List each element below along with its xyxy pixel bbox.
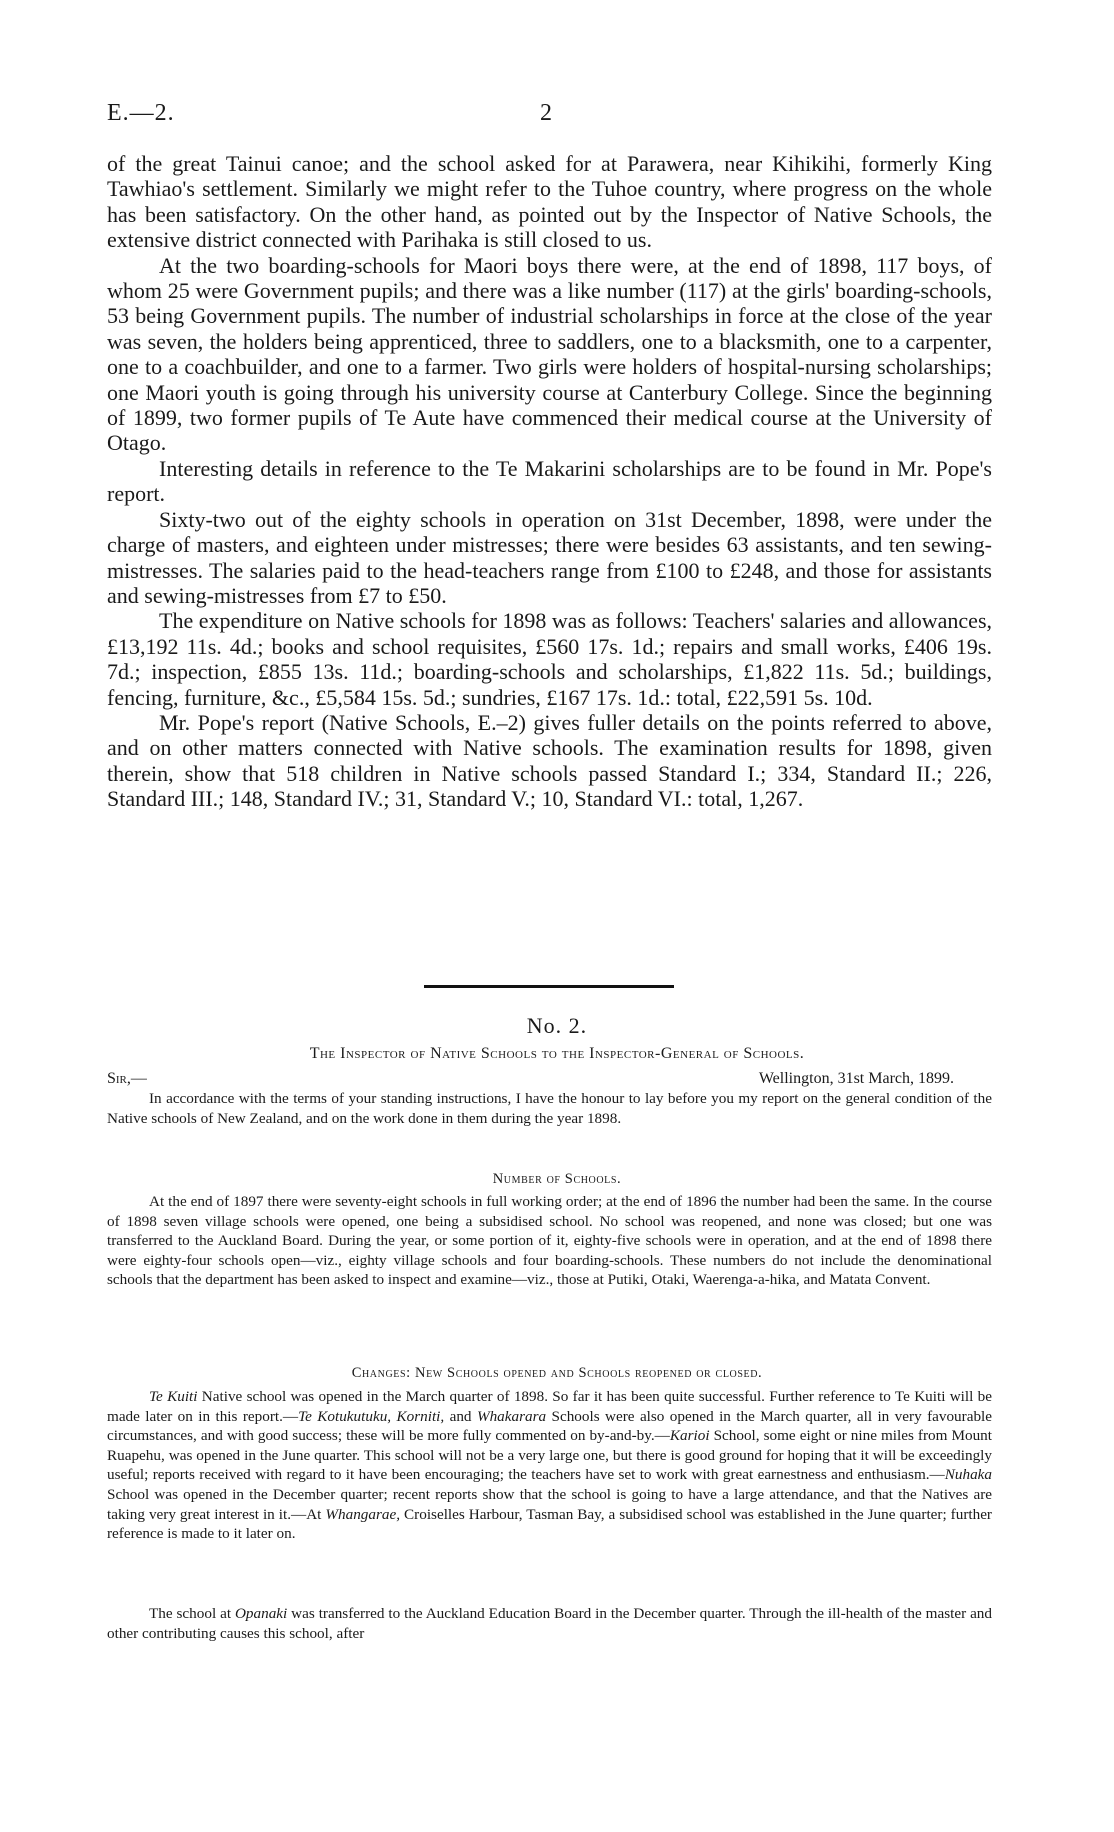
heading-number-of-schools: Number of Schools. [492, 1171, 622, 1187]
text-run: and [444, 1407, 477, 1425]
report-opening [107, 1089, 992, 1128]
section-divider [424, 985, 674, 988]
salutation: Sir,— [107, 1070, 147, 1087]
school-name-karioi: Karioi [669, 1427, 710, 1445]
text-run: The school at [149, 1605, 235, 1622]
paragraph-new-schools [107, 1387, 992, 1544]
text-run: Croiselles Harbour, Tasman Bay, a subsidised school was established in the June quarter; further reference is made to it later on. [107, 1505, 992, 1543]
section-number-of-schools [107, 1192, 992, 1290]
section-changes [107, 1387, 992, 1544]
paragraph-opanaki [107, 1604, 992, 1643]
paragraph-number-of-schools: At the end of 1897 there were seventy-eight schools in full working order; at the end of 1896 the number had been the same. In the course of 1898 seven village schools were opened, one being a subsidised school. No school was reopened, and none was closed; but one was transferred to the Auckland Board. During the year, or some portion of it, eighty-five schools were in operation, and at the end of 1898 there were eighty-four schools open—viz., eighty village schools and four boarding-schools. These numbers do not include the denominational schools that the department has been asked to inspect and examine—viz., those at Putiki, Otaki, Waerenga-a-hika, and Matata Convent. [107, 1193, 992, 1289]
dateline: Wellington, 31st March, 1899. [758, 1070, 954, 1087]
text-run: School, some eight or nine miles from Mount Ruapehu, was opened in the June quarter. This school will not be a very large one, but there is good ground for hoping that it will be exceedingly useful; reports received with regard to it have been encouraging; the teachers have set to work with great earnestness and enthusiasm.— [107, 1427, 992, 1484]
paragraph-continuation: of the great Tainui canoe; and the school asked for at Parawera, near Kihikihi, formerly King Tawhiao's settlement. Similarly we might refer to the Tuhoe country, where progress on the whole has been satisfactory. On the other hand, as pointed out by the Inspector of Native Schools, the extensive district connected with Parihaka is still closed to us. [107, 151, 992, 253]
text-run: Native school was opened in the March quarter of 1898. So far it has been quite successful. Further reference to Te Kuiti will be made later on in this report.— [107, 1388, 992, 1425]
paragraph-makarini: Interesting details in reference to the Te Makarini scholarships are to be found in Mr. Pope's report. [107, 455, 992, 507]
salutation-row [107, 1070, 992, 1090]
section-transfers [107, 1604, 992, 1643]
paragraph-opening: In accordance with the terms of your standing instructions, I have the honour to lay before you my report on the general condition of the Native schools of New Zealand, and on the work done in them during the year 1898. [107, 1090, 992, 1127]
document-code: E.—2. [107, 100, 175, 126]
paragraph-examination: Mr. Pope's report (Native Schools, E.–2) gives fuller details on the points referred to above, and on other matters connected with Native schools. The examination results for 1898, given therein, show that 518 children in Native schools passed Standard I.; 334, Standard II.; 226, Standard III.; 148, Standard IV.; 31, Standard V.; 10, Standard VI.: total, 1,267. [107, 709, 992, 812]
heading-changes: Changes: New Schools opened and Schools reopened or closed. [351, 1365, 763, 1381]
school-name-nuhaka: Nuhaka [944, 1466, 992, 1484]
report-body-top [107, 151, 992, 812]
school-name-whangarae: Whangarae, [325, 1505, 401, 1523]
school-name-whakarara: Whakarara [476, 1407, 547, 1425]
report-subtitle: The Inspector of Native Schools to the Inspector-General of Schools. [309, 1045, 805, 1062]
school-name-opanaki: Opanaki [234, 1605, 288, 1622]
school-name-te-kuiti: Te Kuiti [149, 1388, 198, 1405]
text-run: was transferred to the Auckland Education Board in the December quarter. Through the ill-health of the master and other contributing causes this school, after [107, 1605, 992, 1642]
page-number: 2 [540, 100, 553, 126]
text-run: Schools were also opened in the March quarter, all in very favourable circumstances, and with good success; these will be more fully commented on by-and-by.— [107, 1407, 993, 1445]
text-run: School was opened in the December quarter; recent reports show that the school is going to have a large attendance, and that the Natives are taking very great interest in it.—At [107, 1485, 992, 1523]
paragraph-boarding-schools: At the two boarding-schools for Maori boys there were, at the end of 1898, 117 boys, of whom 25 were Government pupils; and there was a like number (117) at the girls' boarding-schools, 53 being Government pupils. The number of industrial scholarships in force at the close of the year was seven, the holders being apprenticed, three to saddlers, one to a blacksmith, one to a carpenter, one to a coachbuilder, and one to a farmer. Two girls were holders of hospital-nursing scholarships; one Maori youth is going through his university course at Canterbury College. Since the beginning of 1899, two former pupils of Te Aute have commenced their medical course at the University of Otago. [107, 252, 992, 456]
school-name-kotukutuku: Te Kotukutuku, Korniti, [298, 1407, 445, 1425]
paragraph-expenditure: The expenditure on Native schools for 1898 was as follows: Teachers' salaries and allowances, £13,192 11s. 4d.; books and school requisites, £560 17s. 1d.; repairs and small works, £406 19s. 7d.; inspection, £855 13s. 11d.; boarding-schools and scholarships, £1,822 11s. 5d.; buildings, fencing, furniture, &c., £5,584 15s. 5d.; sundries, £167 17s. 1d.: total, £22,591 5s. 10d. [107, 608, 992, 710]
report-number: No. 2. [526, 1013, 588, 1038]
paragraph-teachers: Sixty-two out of the eighty schools in operation on 31st December, 1898, were under the charge of masters, and eighteen under mistresses; there were besides 63 assistants, and ten sewing-mistresses. The salaries paid to the head-teachers range from £100 to £248, and those for assistants and sewing-mistresses from £7 to £50. [107, 506, 992, 608]
